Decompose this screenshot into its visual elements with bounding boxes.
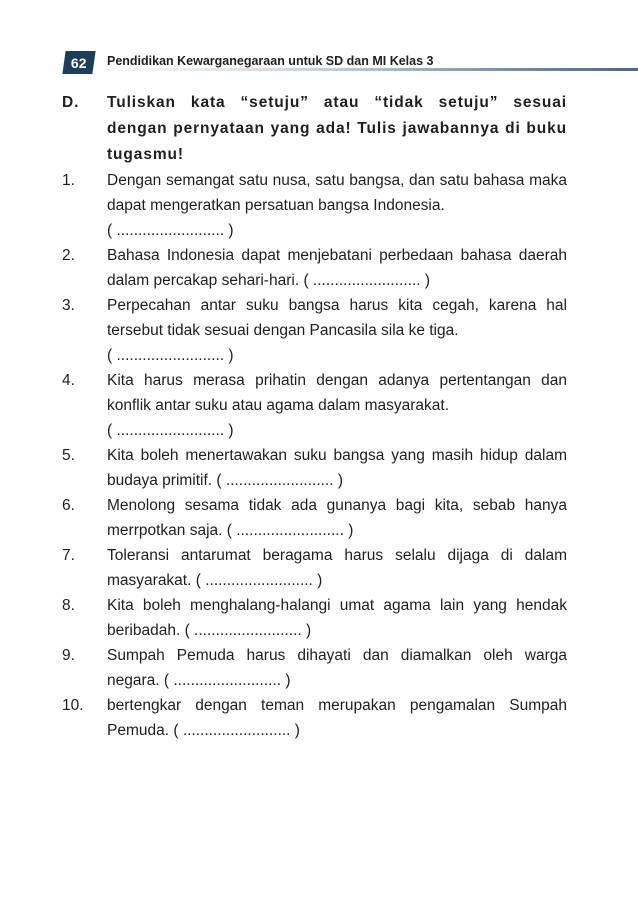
- answer-blank: ( ......................... ): [184, 622, 312, 639]
- exercise-section: [0, 90, 638, 743]
- answer-blank: ( ......................... ): [107, 222, 234, 239]
- answer-blank: ( ......................... ): [226, 522, 354, 539]
- answer-blank: ( ......................... ): [216, 472, 344, 489]
- statement: Kita boleh menghalang-halangi umat agama lain yang hendak beribadah.: [107, 597, 567, 639]
- section-label: D.: [62, 94, 80, 111]
- item-text: [107, 643, 567, 693]
- answer-blank: ( ......................... ): [303, 272, 431, 289]
- answer-blank: ( ......................... ): [173, 722, 300, 739]
- item-text: [107, 243, 567, 293]
- item-text: [107, 693, 567, 743]
- item-text: [107, 293, 567, 368]
- list-item: [0, 368, 638, 443]
- item-text: [107, 368, 567, 443]
- page-number: 62: [71, 54, 87, 71]
- answer-blank: ( ......................... ): [107, 422, 234, 439]
- item-text: [107, 443, 567, 493]
- section-instruction: [0, 90, 638, 168]
- list-item: [0, 243, 638, 293]
- item-number: 1.: [62, 172, 75, 189]
- item-number: 5.: [62, 447, 75, 464]
- item-text: [107, 168, 567, 243]
- book-title: Pendidikan Kewarganegaraan untuk SD dan MI Kelas 3: [107, 54, 434, 68]
- item-text: [107, 493, 567, 543]
- item-number: 9.: [62, 647, 75, 664]
- item-number: 4.: [62, 372, 75, 389]
- statement: Sumpah Pemuda harus dihayati dan diamalkan oleh warga negara.: [107, 647, 567, 689]
- statement: bertengkar dengan teman merupakan pengamalan Sumpah Pemuda.: [107, 697, 567, 739]
- answer-blank: ( ......................... ): [195, 572, 323, 589]
- page-number-badge: [62, 51, 95, 74]
- item-text: [107, 593, 567, 643]
- instruction-text: Tuliskan kata “setuju” atau “tidak setuju” sesuai dengan pernyataan yang ada! Tulis jawabannya di buku tugasmu!: [107, 94, 567, 163]
- statement: Perpecahan antar suku bangsa harus kita cegah, karena hal tersebut tidak sesuai dengan Pancasila sila ke tiga.: [107, 297, 567, 339]
- item-number: 10.: [62, 697, 84, 714]
- item-number: 3.: [62, 297, 75, 314]
- list-item: [0, 593, 638, 643]
- statement: Menolong sesama tidak ada gunanya bagi kita, sebab hanya merrpotkan saja.: [107, 497, 567, 539]
- list-item: [0, 493, 638, 543]
- statement: Toleransi antarumat beragama harus selalu dijaga di dalam masyarakat.: [107, 547, 567, 589]
- list-item: [0, 443, 638, 493]
- item-number: 6.: [62, 497, 75, 514]
- item-number: 7.: [62, 547, 75, 564]
- statement: Dengan semangat satu nusa, satu bangsa, dan satu bahasa maka dapat mengeratkan persatuan bangsa Indonesia.: [107, 172, 567, 214]
- statement: Kita boleh menertawakan suku bangsa yang masih hidup dalam budaya primitif.: [107, 447, 567, 489]
- list-item: [0, 543, 638, 593]
- list-item: [0, 693, 638, 743]
- item-number: 2.: [62, 247, 75, 264]
- statement: Kita harus merasa prihatin dengan adanya pertentangan dan konflik antar suku atau agama dalam masyarakat.: [107, 372, 567, 414]
- list-item: [0, 293, 638, 368]
- header-divider: [94, 68, 638, 71]
- answer-blank: ( ......................... ): [163, 672, 291, 689]
- answer-blank: ( ......................... ): [107, 347, 234, 364]
- page-header: [0, 0, 638, 80]
- item-text: [107, 543, 567, 593]
- list-item: [0, 168, 638, 243]
- item-number: 8.: [62, 597, 75, 614]
- statement: Bahasa Indonesia dapat menjebatani perbedaan bahasa daerah dalam percakap sehari-hari.: [107, 247, 567, 289]
- list-item: [0, 643, 638, 693]
